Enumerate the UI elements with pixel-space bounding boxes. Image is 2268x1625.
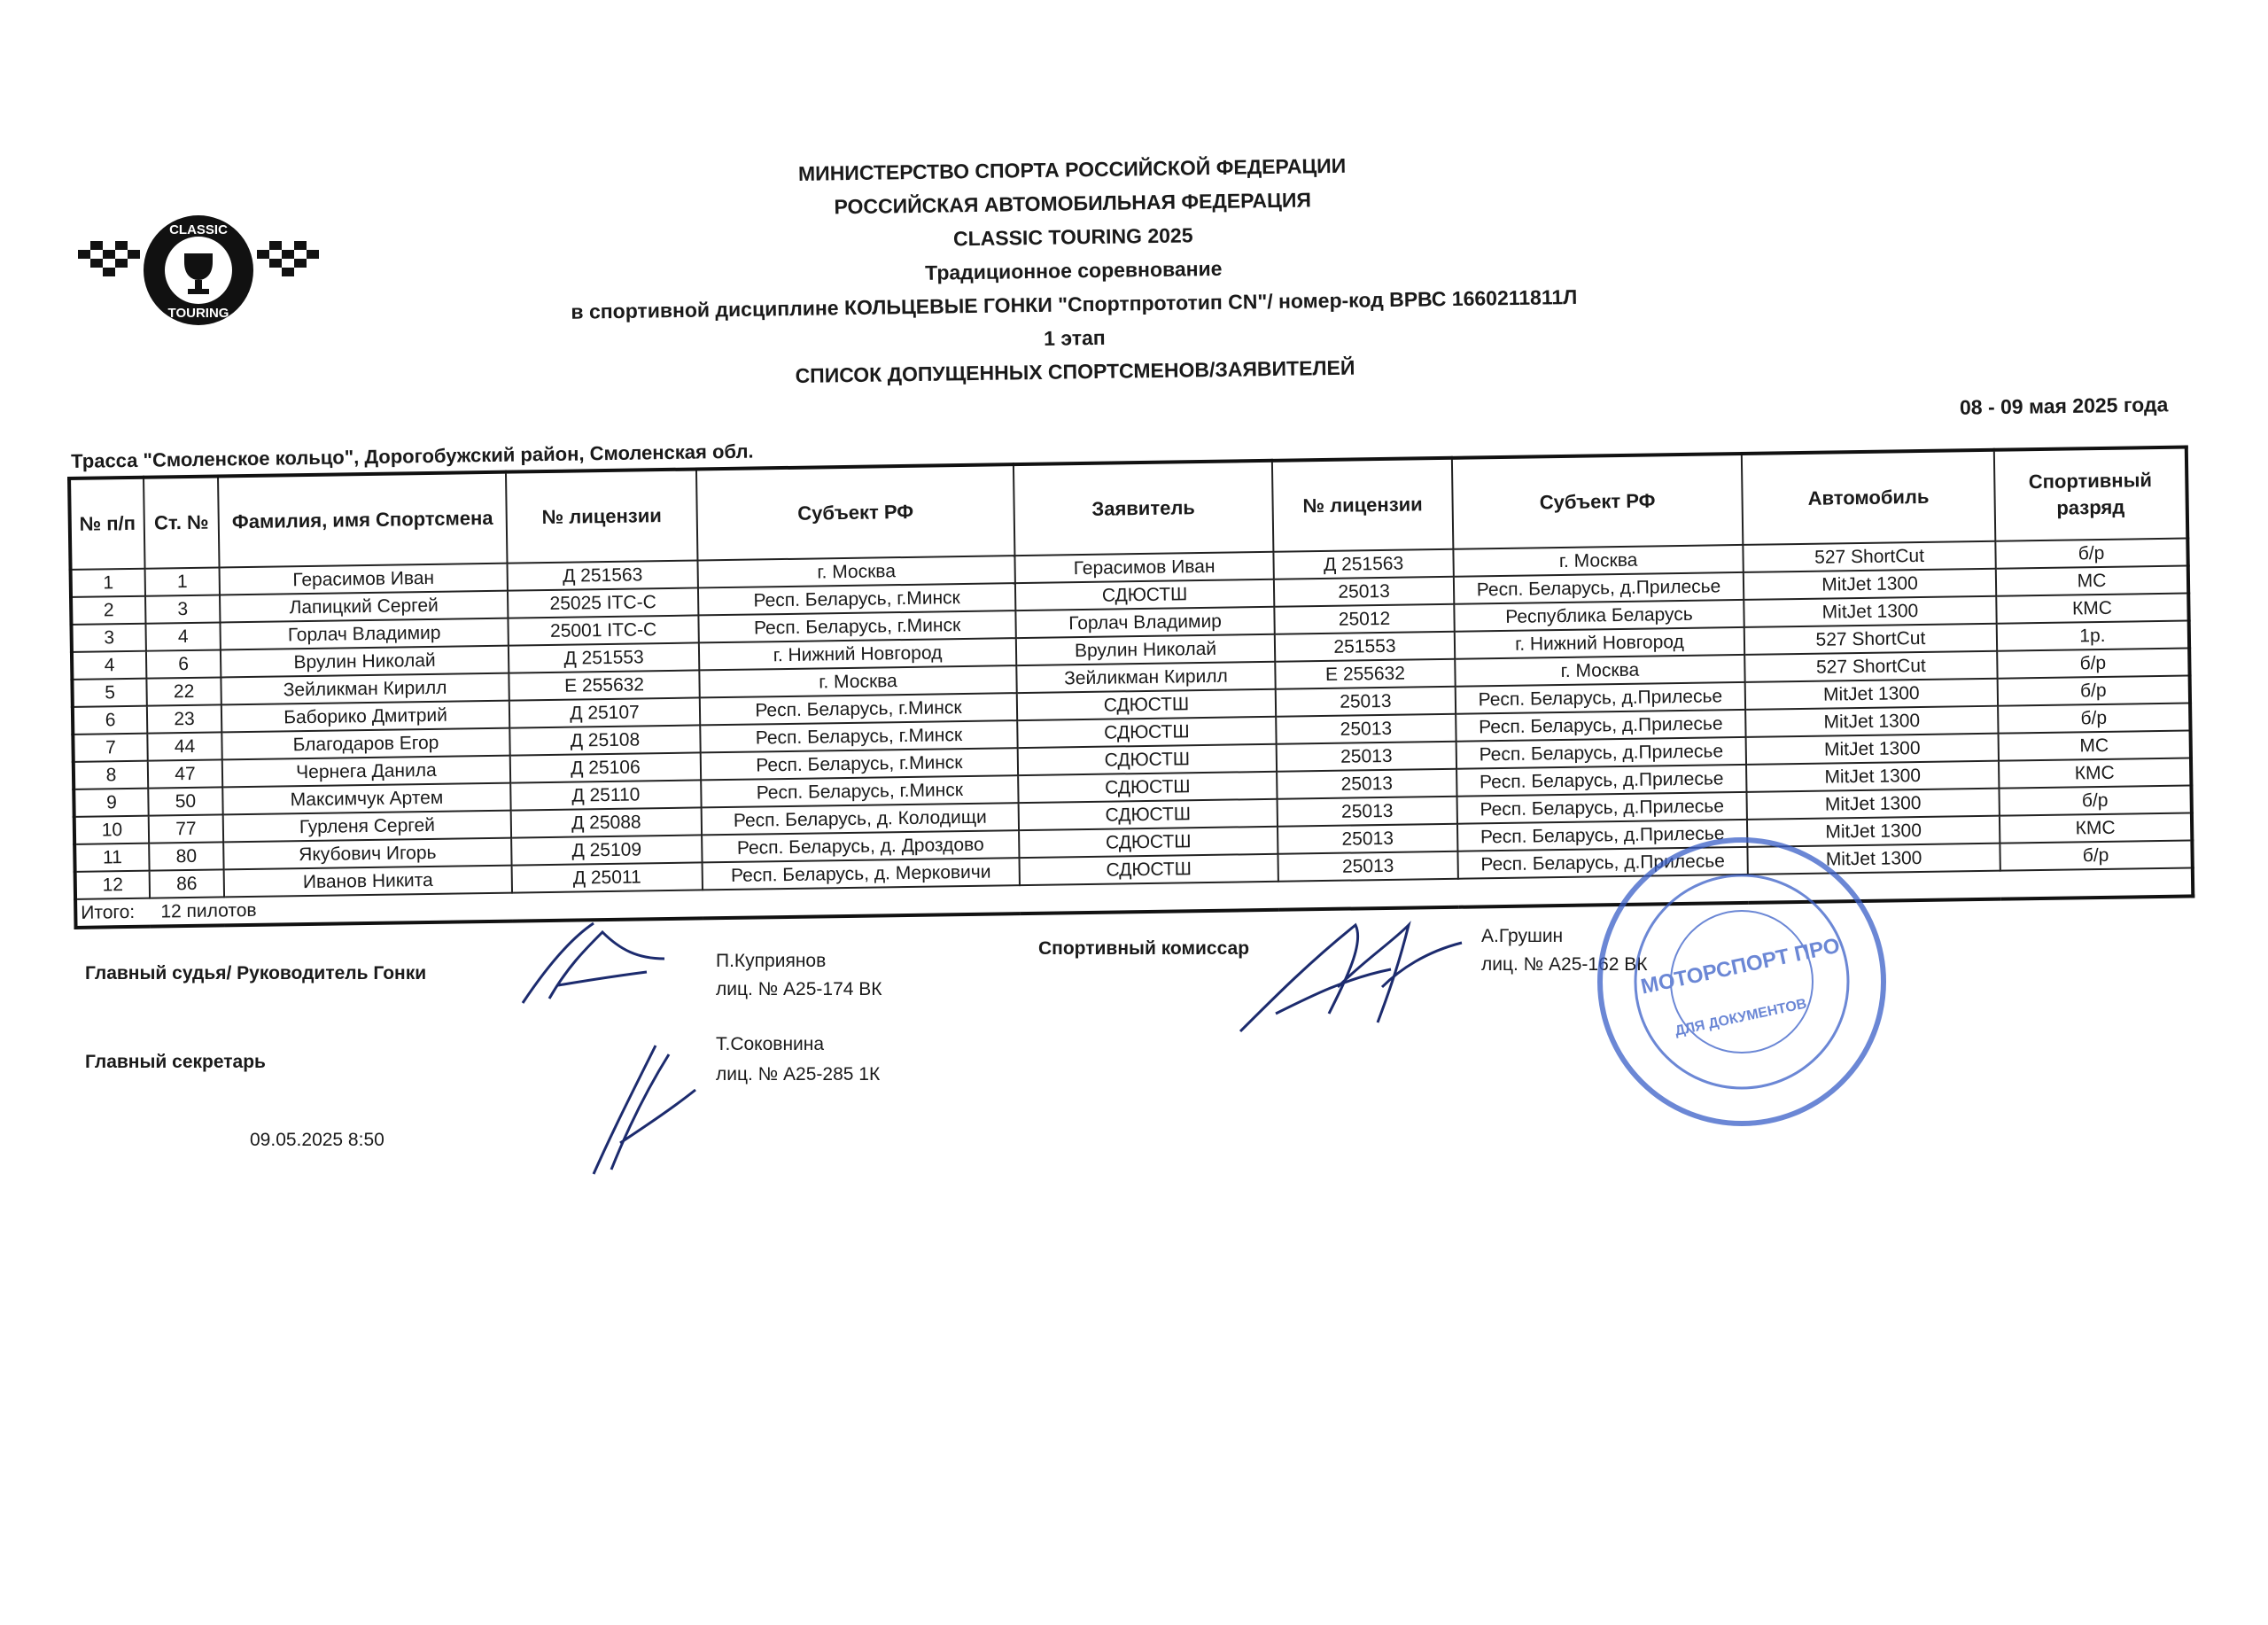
commissar-label: Спортивный комиссар — [1038, 938, 1250, 959]
table-cell: 8 — [74, 761, 148, 789]
chief-judge-label: Главный судья/ Руководитель Гонки — [85, 963, 427, 984]
table-cell: Д 25107 — [509, 697, 700, 727]
document-timestamp: 09.05.2025 8:50 — [250, 1130, 384, 1150]
table-cell: СДЮСТШ — [1018, 744, 1277, 775]
header-federation: РОССИЙСКАЯ АВТОМОБИЛЬНАЯ ФЕДЕРАЦИЯ — [834, 188, 1312, 219]
table-cell: Зейликман Кирилл — [1016, 662, 1275, 693]
table-cell: Респ. Беларусь, д.Прилесье — [1456, 710, 1745, 742]
table-cell: Иванов Никита — [224, 866, 512, 898]
table-cell: Герасимов Иван — [220, 564, 508, 595]
table-cell: б/р — [1997, 648, 2189, 678]
table-cell: Горлач Владимир — [1015, 607, 1274, 638]
column-header: Субъект РФ — [1452, 454, 1743, 549]
table-cell: г. Нижний Новгород — [699, 638, 1016, 670]
table-cell: Чернега Данила — [222, 756, 510, 788]
table-cell: Респ. Беларусь, д.Прилесье — [1457, 847, 1747, 879]
table-cell: Респ. Беларусь, д.Прилесье — [1454, 572, 1744, 604]
table-cell: Респ. Беларусь, д.Прилесье — [1456, 765, 1746, 797]
table-cell: 251553 — [1275, 632, 1455, 662]
table-cell: 3 — [71, 624, 145, 652]
table-cell: 44 — [147, 732, 221, 760]
table-cell: E 255632 — [509, 670, 699, 700]
table-cell: MitJet 1300 — [1744, 596, 1996, 627]
table-cell: Респ. Беларусь, г.Минск — [698, 583, 1015, 615]
table-cell: Респ. Беларусь, г.Минск — [701, 748, 1018, 780]
table-cell: Д 25088 — [511, 807, 702, 837]
column-header: Спортивный разряд — [1994, 447, 2188, 541]
table-cell: Максимчук Артем — [222, 783, 510, 815]
table-cell: СДЮСТШ — [1019, 827, 1278, 858]
document-header — [496, 150, 1648, 388]
table-cell: Д 251553 — [509, 642, 699, 673]
table-cell: MitJet 1300 — [1745, 679, 1998, 710]
header-competition-type: Традиционное соревнование — [924, 256, 1223, 284]
table-cell: 25025 ITC-C — [508, 587, 698, 618]
table-cell: г. Москва — [697, 556, 1014, 587]
table-cell: 12 — [75, 871, 150, 899]
table-cell: 1р. — [1997, 620, 2189, 650]
table-cell: 527 ShortCut — [1744, 624, 1997, 655]
header-ministry: МИНИСТЕРСТВО СПОРТА РОССИЙСКОЙ ФЕДЕРАЦИИ — [797, 153, 1347, 185]
table-cell: КМС — [1996, 593, 2188, 623]
table-cell: Лапицкий Сергей — [220, 591, 508, 623]
table-cell: СДЮСТШ — [1019, 854, 1278, 885]
table-cell: Респ. Беларусь, д. Колодищи — [702, 803, 1019, 835]
secretary-name: Т.Соковнина — [716, 1034, 825, 1054]
table-cell: б/р — [2000, 840, 2192, 870]
column-header: № лицензии — [506, 469, 698, 563]
table-cell: Респ. Беларусь, д.Прилесье — [1456, 737, 1746, 769]
table-cell: 23 — [147, 704, 221, 733]
table-cell: 6 — [73, 706, 147, 735]
table-cell: Герасимов Иван — [1014, 552, 1273, 583]
total-label: Итого: — [81, 901, 136, 923]
table-cell: 3 — [145, 595, 220, 623]
table-cell: MitJet 1300 — [1746, 789, 1999, 820]
classic-touring-logo — [78, 211, 319, 330]
column-header: № п/п — [69, 478, 145, 570]
table-cell: 9 — [74, 789, 148, 817]
table-cell: 4 — [72, 651, 146, 680]
table-cell: 25013 — [1278, 824, 1457, 854]
column-header: Фамилия, имя Спортсмена — [218, 472, 507, 568]
table-cell: MitJet 1300 — [1744, 569, 1996, 600]
chief-judge-name: П.Куприянов — [716, 951, 827, 971]
svg-text:CLASSIC: CLASSIC — [169, 222, 228, 237]
table-cell: 4 — [145, 622, 220, 650]
table-cell: 2 — [71, 596, 145, 625]
table-cell: 86 — [150, 869, 224, 898]
table-cell: г. Москва — [699, 665, 1016, 697]
table-cell: 50 — [148, 787, 222, 815]
table-cell: Якубович Игорь — [223, 838, 511, 870]
column-header: Заявитель — [1014, 461, 1273, 556]
event-dates: 08 - 09 мая 2025 года — [1959, 393, 2169, 419]
table-cell: Д 25110 — [510, 780, 701, 810]
chief-judge-signature — [514, 914, 673, 1012]
table-cell: б/р — [1998, 703, 2190, 733]
table-cell: Респ. Беларусь, д.Прилесье — [1457, 792, 1747, 824]
table-cell: 25013 — [1278, 797, 1457, 827]
table-cell: MitJet 1300 — [1746, 734, 1999, 765]
chief-judge-license: лиц. № А25-174 ВК — [716, 979, 882, 999]
table-cell: г. Москва — [1455, 655, 1744, 687]
table-cell: 25013 — [1277, 742, 1456, 772]
header-event: CLASSIC TOURING 2025 — [952, 223, 1193, 251]
secretary-label: Главный секретарь — [85, 1052, 266, 1072]
svg-text:TOURING: TOURING — [167, 306, 229, 321]
table-cell: КМС — [1999, 758, 2191, 788]
table-cell: КМС — [2000, 812, 2192, 843]
table-cell: Благодаров Егор — [221, 728, 509, 760]
table-cell: СДЮСТШ — [1017, 689, 1276, 720]
table-cell: Д 25106 — [510, 752, 701, 782]
column-header: № лицензии — [1272, 458, 1454, 552]
table-cell: СДЮСТШ — [1015, 579, 1274, 610]
table-cell: 25012 — [1274, 604, 1454, 634]
table-cell: Респ. Беларусь, г.Минск — [701, 775, 1018, 807]
table-cell: Респ. Беларусь, г.Минск — [698, 610, 1015, 642]
table-cell: б/р — [1999, 785, 2191, 815]
table-cell: СДЮСТШ — [1018, 772, 1277, 803]
table-cell: Д 251563 — [508, 560, 698, 590]
table-cell: 25013 — [1274, 577, 1454, 607]
table-cell: Баборико Дмитрий — [221, 701, 509, 733]
table-cell: 22 — [146, 677, 221, 705]
table-cell: Врулин Николай — [1016, 634, 1275, 665]
total-value: 12 пилотов — [160, 899, 257, 922]
table-cell: МС — [1999, 730, 2191, 760]
table-cell: 47 — [148, 759, 222, 788]
table-cell: Республика Беларусь — [1454, 600, 1744, 632]
column-header: Ст. № — [144, 476, 220, 568]
secretary-signature — [585, 1037, 700, 1178]
table-cell: 1 — [71, 569, 145, 597]
table-cell: 25013 — [1276, 714, 1456, 744]
table-cell: Д 251563 — [1273, 549, 1453, 579]
table-cell: Д 25108 — [509, 725, 700, 755]
table-cell: 527 ShortCut — [1743, 541, 1995, 572]
table-cell: 25001 ITC-C — [508, 615, 698, 645]
table-cell: Гурленя Сергей — [223, 811, 511, 843]
table-cell: Д 25011 — [512, 862, 703, 892]
table-cell: Горлач Владимир — [220, 618, 508, 650]
table-cell: Респ. Беларусь, д.Прилесье — [1456, 682, 1745, 714]
table-cell: MitJet 1300 — [1747, 844, 2000, 875]
table-cell: E 255632 — [1275, 659, 1455, 689]
header-stage: 1 этап — [1043, 325, 1106, 350]
table-cell: 5 — [72, 679, 146, 707]
table-cell: СДЮСТШ — [1017, 717, 1276, 748]
table-cell: 1 — [145, 567, 220, 595]
table-cell: 80 — [149, 842, 223, 870]
table-cell: Респ. Беларусь, г.Минск — [700, 693, 1017, 725]
table-cell: Респ. Беларусь, д. Мерковичи — [703, 858, 1020, 890]
table-cell: Зейликман Кирилл — [221, 673, 509, 705]
header-list-title: СПИСОК ДОПУЩЕННЫХ СПОРТСМЕНОВ/ЗАЯВИТЕЛЕЙ — [795, 355, 1355, 388]
table-cell: 77 — [149, 814, 223, 843]
table-cell: 527 ShortCut — [1744, 651, 1997, 682]
table-cell: Респ. Беларусь, г.Минск — [700, 720, 1017, 752]
table-cell: 7 — [73, 734, 147, 762]
table-cell: 6 — [146, 649, 221, 678]
table-cell: МС — [1996, 566, 2188, 596]
track-location: Трасса "Смоленское кольцо", Дорогобужский район, Смоленская обл. — [71, 439, 754, 472]
table-cell: б/р — [1998, 675, 2190, 705]
commissar-name: А.Грушин — [1481, 926, 1564, 946]
table-cell: б/р — [1995, 539, 2187, 569]
table-cell: г. Москва — [1453, 545, 1743, 577]
commissar-license: лиц. № А25-162 ВК — [1481, 954, 1648, 975]
svg-text:МОТОРСПОРТ ПРО: МОТОРСПОРТ ПРО — [1638, 933, 1843, 999]
table-cell: г. Нижний Новгород — [1455, 627, 1744, 659]
column-header: Автомобиль — [1742, 450, 1995, 545]
table-cell: 11 — [74, 844, 149, 872]
table-cell: MitJet 1300 — [1745, 706, 1998, 737]
table-cell: 25013 — [1276, 687, 1456, 717]
table-cell: СДЮСТШ — [1019, 799, 1278, 830]
secretary-license: лиц. № А25-285 1К — [716, 1064, 881, 1085]
table-cell: MitJet 1300 — [1746, 761, 1999, 792]
column-header: Субъект РФ — [696, 464, 1014, 560]
table-cell: 10 — [74, 816, 149, 844]
table-cell: Респ. Беларусь, д. Дроздово — [702, 830, 1019, 862]
header-discipline: в спортивной дисциплине КОЛЬЦЕВЫЕ ГОНКИ "Спортпрототип CN"/ номер-код ВРВС 1660211811Л — [571, 284, 1578, 323]
table-cell: Врулин Николай — [221, 646, 509, 678]
commissar-signature — [1223, 907, 1471, 1040]
table-cell: Д 25109 — [511, 835, 702, 865]
motorsport-stamp — [1591, 831, 1892, 1132]
table-cell: Респ. Беларусь, д.Прилесье — [1457, 820, 1747, 851]
table-cell: 25013 — [1278, 851, 1457, 882]
table-cell: MitJet 1300 — [1747, 816, 2000, 847]
svg-text:ДЛЯ ДОКУМЕНТОВ: ДЛЯ ДОКУМЕНТОВ — [1674, 996, 1808, 1039]
table-cell: 25013 — [1277, 769, 1456, 799]
